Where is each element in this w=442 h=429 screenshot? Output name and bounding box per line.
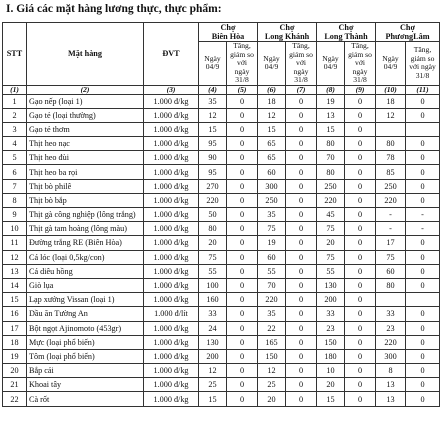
change-cell: 0 — [227, 364, 258, 378]
price-cell: 90 — [199, 151, 227, 165]
row-unit: 1.000 đ/kg — [144, 293, 199, 307]
price-cell: 75 — [376, 250, 406, 264]
column-index: (9) — [345, 85, 376, 94]
price-cell: 160 — [199, 293, 227, 307]
price-cell: 65 — [258, 137, 286, 151]
row-item-name: Cá lóc (loại 0,5kg/con) — [27, 250, 144, 264]
table-row — [3, 122, 440, 136]
col-header-item: Mặt hàng — [27, 23, 144, 86]
change-cell: 0 — [227, 179, 258, 193]
price-cell: 23 — [317, 321, 345, 335]
row-item-name: Thịt bò philê — [27, 179, 144, 193]
row-unit: 1.000 đ/kg — [144, 250, 199, 264]
price-cell: 24 — [199, 321, 227, 335]
change-cell: 0 — [286, 236, 317, 250]
table-row — [3, 222, 440, 236]
column-index: (4) — [199, 85, 227, 94]
price-cell: 70 — [258, 278, 286, 292]
change-cell: 0 — [406, 335, 440, 349]
row-stt: 22 — [3, 392, 27, 406]
price-cell: 8 — [376, 364, 406, 378]
price-cell: 23 — [376, 321, 406, 335]
price-cell: 85 — [376, 165, 406, 179]
price-cell: 35 — [258, 208, 286, 222]
row-unit: 1.000 đ/kg — [144, 179, 199, 193]
row-item-name: Bột ngọt Ajinomoto (453gr) — [27, 321, 144, 335]
row-stt: 20 — [3, 364, 27, 378]
change-cell: 0 — [406, 151, 440, 165]
change-cell: 0 — [406, 179, 440, 193]
row-stt: 5 — [3, 151, 27, 165]
change-cell: 0 — [345, 208, 376, 222]
column-index: (10) — [376, 85, 406, 94]
price-cell: 130 — [199, 335, 227, 349]
change-cell: 0 — [406, 108, 440, 122]
change-cell: 0 — [406, 392, 440, 406]
price-cell: 19 — [317, 94, 345, 108]
change-cell: 0 — [345, 108, 376, 122]
price-cell — [376, 293, 406, 307]
change-cell: 0 — [286, 193, 317, 207]
column-index: (1) — [3, 85, 27, 94]
price-cell: 25 — [199, 378, 227, 392]
row-unit: 1.000 đ/kg — [144, 165, 199, 179]
price-cell: 35 — [199, 94, 227, 108]
table-row — [3, 335, 440, 349]
header-row-1 — [3, 23, 440, 42]
change-cell: 0 — [286, 278, 317, 292]
row-unit: 1.000 đ/kg — [144, 378, 199, 392]
price-cell: 55 — [258, 264, 286, 278]
change-cell: 0 — [286, 264, 317, 278]
price-cell: 60 — [258, 165, 286, 179]
table-row — [3, 392, 440, 406]
row-unit: 1.000 đ/kg — [144, 278, 199, 292]
price-cell: 300 — [258, 179, 286, 193]
price-cell: 95 — [199, 137, 227, 151]
row-stt: 12 — [3, 250, 27, 264]
sub-header-date: Ngày 04/9 — [258, 42, 286, 86]
price-cell: 220 — [376, 193, 406, 207]
change-cell: 0 — [286, 222, 317, 236]
table-row — [3, 321, 440, 335]
table-row — [3, 151, 440, 165]
change-cell: 0 — [227, 108, 258, 122]
row-unit: 1.000 đ/kg — [144, 108, 199, 122]
change-cell: 0 — [227, 278, 258, 292]
row-stt: 19 — [3, 349, 27, 363]
change-cell: 0 — [345, 222, 376, 236]
row-item-name: Thịt gà công nghiệp (lông trắng) — [27, 208, 144, 222]
row-unit: 1.000 đ/kg — [144, 264, 199, 278]
change-cell: 0 — [227, 264, 258, 278]
change-cell: 0 — [286, 137, 317, 151]
row-item-name: Cá diêu hồng — [27, 264, 144, 278]
price-cell: 80 — [376, 278, 406, 292]
row-item-name: Thịt heo ba rọi — [27, 165, 144, 179]
price-cell: 33 — [376, 307, 406, 321]
price-cell: 270 — [199, 179, 227, 193]
table-row — [3, 137, 440, 151]
table-row — [3, 208, 440, 222]
sub-header-date: Ngày 04/9 — [199, 42, 227, 86]
price-cell: 20 — [317, 378, 345, 392]
row-unit: 1.000 đ/kg — [144, 151, 199, 165]
change-cell: 0 — [345, 392, 376, 406]
change-cell: 0 — [406, 349, 440, 363]
row-stt: 4 — [3, 137, 27, 151]
table-row — [3, 193, 440, 207]
row-unit: 1.000 đ/kg — [144, 349, 199, 363]
row-stt: 9 — [3, 208, 27, 222]
price-cell: 250 — [258, 193, 286, 207]
change-cell: 0 — [406, 378, 440, 392]
change-cell: 0 — [227, 378, 258, 392]
price-cell: 220 — [317, 193, 345, 207]
change-cell: 0 — [286, 250, 317, 264]
price-cell: 165 — [258, 335, 286, 349]
price-cell: 300 — [376, 349, 406, 363]
price-cell: 200 — [199, 349, 227, 363]
column-index: (2) — [27, 85, 144, 94]
row-stt: 11 — [3, 236, 27, 250]
price-cell: 220 — [376, 335, 406, 349]
column-index-row — [3, 85, 440, 94]
change-cell: 0 — [227, 193, 258, 207]
sub-header-change: Tăng, giảm so với ngày 31/8 — [345, 42, 376, 86]
change-cell: 0 — [345, 236, 376, 250]
price-cell: 80 — [199, 222, 227, 236]
price-cell: 80 — [317, 165, 345, 179]
row-item-name: Thịt heo nạc — [27, 137, 144, 151]
row-stt: 6 — [3, 165, 27, 179]
price-cell: 75 — [317, 250, 345, 264]
price-cell — [376, 122, 406, 136]
row-item-name: Thịt gà tam hoàng (lông màu) — [27, 222, 144, 236]
change-cell: 0 — [406, 264, 440, 278]
table-row — [3, 179, 440, 193]
change-cell: 0 — [286, 335, 317, 349]
row-item-name: Giò lụa — [27, 278, 144, 292]
change-cell: 0 — [227, 236, 258, 250]
change-cell: 0 — [286, 122, 317, 136]
price-cell: 78 — [376, 151, 406, 165]
change-cell: 0 — [345, 307, 376, 321]
change-cell: 0 — [345, 264, 376, 278]
change-cell: - — [406, 222, 440, 236]
change-cell: 0 — [406, 193, 440, 207]
price-cell: 15 — [199, 392, 227, 406]
price-cell: 33 — [199, 307, 227, 321]
col-header-stt: STT — [3, 23, 27, 86]
change-cell: 0 — [345, 378, 376, 392]
table-row — [3, 108, 440, 122]
change-cell: 0 — [345, 179, 376, 193]
change-cell: - — [406, 208, 440, 222]
change-cell: 0 — [345, 151, 376, 165]
change-cell: 0 — [406, 165, 440, 179]
row-item-name: Bắp cải — [27, 364, 144, 378]
sub-header-change: Tăng, giảm so với ngày 31/8 — [227, 42, 258, 86]
row-stt: 7 — [3, 179, 27, 193]
change-cell: 0 — [345, 349, 376, 363]
price-cell: 20 — [199, 236, 227, 250]
change-cell: 0 — [406, 236, 440, 250]
price-cell: 95 — [199, 165, 227, 179]
change-cell: 0 — [227, 307, 258, 321]
col-header-unit: ĐVT — [144, 23, 199, 86]
change-cell: 0 — [406, 250, 440, 264]
change-cell: 0 — [345, 250, 376, 264]
sub-header-date: Ngày 04/9 — [317, 42, 345, 86]
price-cell: 12 — [199, 364, 227, 378]
change-cell: 0 — [286, 208, 317, 222]
price-cell: 17 — [376, 236, 406, 250]
column-index: (6) — [258, 85, 286, 94]
price-cell: 75 — [258, 222, 286, 236]
row-item-name: Tôm (loại phổ biến) — [27, 349, 144, 363]
change-cell: 0 — [227, 122, 258, 136]
row-item-name: Lạp xưởng Vissan (loại 1) — [27, 293, 144, 307]
row-unit: 1.000 đ/kg — [144, 122, 199, 136]
price-cell: 150 — [258, 349, 286, 363]
change-cell: 0 — [345, 165, 376, 179]
sub-header-date: Ngày 04/9 — [376, 42, 406, 86]
row-stt: 17 — [3, 321, 27, 335]
price-cell: 75 — [199, 250, 227, 264]
row-unit: 1.000 đ/kg — [144, 392, 199, 406]
sub-header-change: Tăng, giảm so với ngày 31/8 — [286, 42, 317, 86]
price-cell: 250 — [317, 179, 345, 193]
price-cell: 12 — [258, 108, 286, 122]
price-cell: 55 — [317, 264, 345, 278]
change-cell: 0 — [345, 193, 376, 207]
change-cell: 0 — [345, 122, 376, 136]
change-cell: 0 — [345, 335, 376, 349]
section-heading: I. Giá các mặt hàng lương thực, thực phẩm: — [6, 3, 222, 15]
column-index: (11) — [406, 85, 440, 94]
row-unit: 1.000 đ/kg — [144, 208, 199, 222]
row-item-name: Thịt heo đùi — [27, 151, 144, 165]
row-stt: 14 — [3, 278, 27, 292]
price-cell: 50 — [199, 208, 227, 222]
change-cell: 0 — [406, 307, 440, 321]
price-cell: 12 — [258, 364, 286, 378]
row-unit: 1.000 đ/kg — [144, 364, 199, 378]
change-cell: 0 — [345, 321, 376, 335]
change-cell: 0 — [286, 364, 317, 378]
row-item-name: Dầu ăn Tường An — [27, 307, 144, 321]
row-unit: 1.000 đ/kg — [144, 222, 199, 236]
change-cell: 0 — [227, 165, 258, 179]
change-cell: 0 — [227, 392, 258, 406]
price-cell: 13 — [376, 378, 406, 392]
price-cell: 60 — [376, 264, 406, 278]
col-header-market-long-thanh: Chợ Long Thành — [317, 23, 376, 42]
column-index: (5) — [227, 85, 258, 94]
change-cell: 0 — [227, 208, 258, 222]
row-unit: 1.000 đ/lít — [144, 307, 199, 321]
col-header-market-phuong-lam: Chợ PhươngLâm — [376, 23, 440, 42]
change-cell — [406, 122, 440, 136]
price-cell: 12 — [199, 108, 227, 122]
column-index: (8) — [317, 85, 345, 94]
row-stt: 1 — [3, 94, 27, 108]
change-cell: 0 — [345, 293, 376, 307]
price-cell: - — [376, 222, 406, 236]
price-table — [2, 22, 440, 407]
change-cell: 0 — [227, 321, 258, 335]
price-cell: 13 — [376, 392, 406, 406]
price-cell: 75 — [317, 222, 345, 236]
row-stt: 15 — [3, 293, 27, 307]
price-cell: 15 — [317, 122, 345, 136]
row-item-name: Gạo tẻ (loại thường) — [27, 108, 144, 122]
row-stt: 16 — [3, 307, 27, 321]
price-cell: 12 — [376, 108, 406, 122]
price-cell: 250 — [376, 179, 406, 193]
price-cell: 65 — [258, 151, 286, 165]
price-cell: 20 — [258, 392, 286, 406]
price-cell: 15 — [258, 122, 286, 136]
row-item-name: Mực (loại phổ biến) — [27, 335, 144, 349]
change-cell: 0 — [286, 293, 317, 307]
change-cell: 0 — [345, 94, 376, 108]
table-row — [3, 293, 440, 307]
price-table-body — [3, 94, 440, 406]
change-cell: 0 — [286, 94, 317, 108]
row-item-name: Gạo nếp (loại 1) — [27, 94, 144, 108]
row-item-name: Cà rốt — [27, 392, 144, 406]
price-cell: 33 — [317, 307, 345, 321]
col-header-market-bien-hoa: Chợ Biên Hòa — [199, 23, 258, 42]
table-row — [3, 349, 440, 363]
table-row — [3, 278, 440, 292]
price-cell: 15 — [199, 122, 227, 136]
price-cell: 10 — [317, 364, 345, 378]
row-stt: 18 — [3, 335, 27, 349]
price-cell: 220 — [258, 293, 286, 307]
column-index: (7) — [286, 85, 317, 94]
row-unit: 1.000 đ/kg — [144, 236, 199, 250]
row-stt: 3 — [3, 122, 27, 136]
column-index: (3) — [144, 85, 199, 94]
price-cell: 80 — [376, 137, 406, 151]
price-cell: 200 — [317, 293, 345, 307]
change-cell: 0 — [227, 94, 258, 108]
change-cell: 0 — [227, 137, 258, 151]
table-row — [3, 94, 440, 108]
table-row — [3, 250, 440, 264]
table-row — [3, 236, 440, 250]
row-unit: 1.000 đ/kg — [144, 335, 199, 349]
price-cell: 20 — [317, 236, 345, 250]
table-row — [3, 264, 440, 278]
change-cell: 0 — [286, 151, 317, 165]
price-cell: 35 — [258, 307, 286, 321]
row-stt: 8 — [3, 193, 27, 207]
table-row — [3, 364, 440, 378]
row-item-name: Thịt bò bắp — [27, 193, 144, 207]
change-cell: 0 — [227, 222, 258, 236]
row-unit: 1.000 đ/kg — [144, 137, 199, 151]
change-cell: 0 — [286, 179, 317, 193]
row-stt: 10 — [3, 222, 27, 236]
change-cell: 0 — [286, 321, 317, 335]
price-cell: 180 — [317, 349, 345, 363]
change-cell: 0 — [406, 278, 440, 292]
row-stt: 13 — [3, 264, 27, 278]
price-cell: 70 — [317, 151, 345, 165]
price-cell: 15 — [317, 392, 345, 406]
change-cell: 0 — [286, 349, 317, 363]
change-cell: 0 — [345, 364, 376, 378]
change-cell: 0 — [227, 349, 258, 363]
change-cell: 0 — [406, 137, 440, 151]
table-row — [3, 378, 440, 392]
change-cell: 0 — [227, 250, 258, 264]
price-cell: 45 — [317, 208, 345, 222]
change-cell: 0 — [286, 392, 317, 406]
price-cell: 80 — [317, 137, 345, 151]
col-header-market-long-khanh: Chợ Long Khánh — [258, 23, 317, 42]
price-cell: - — [376, 208, 406, 222]
price-cell: 13 — [317, 108, 345, 122]
price-cell: 18 — [258, 94, 286, 108]
change-cell: 0 — [406, 321, 440, 335]
change-cell: 0 — [286, 378, 317, 392]
price-cell: 220 — [199, 193, 227, 207]
change-cell: 0 — [345, 137, 376, 151]
price-cell: 19 — [258, 236, 286, 250]
change-cell: 0 — [227, 151, 258, 165]
change-cell: 0 — [227, 335, 258, 349]
row-item-name: Gạo tẻ thơm — [27, 122, 144, 136]
change-cell — [406, 293, 440, 307]
table-row — [3, 307, 440, 321]
price-cell: 18 — [376, 94, 406, 108]
row-stt: 21 — [3, 378, 27, 392]
row-unit: 1.000 đ/kg — [144, 94, 199, 108]
change-cell: 0 — [286, 108, 317, 122]
price-cell: 22 — [258, 321, 286, 335]
change-cell: 0 — [345, 278, 376, 292]
row-unit: 1.000 đ/kg — [144, 193, 199, 207]
price-cell: 60 — [258, 250, 286, 264]
change-cell: 0 — [406, 94, 440, 108]
row-stt: 2 — [3, 108, 27, 122]
change-cell: 0 — [286, 307, 317, 321]
price-cell: 130 — [317, 278, 345, 292]
sub-header-change: Tăng, giảm so với ngày 31/8 — [406, 42, 440, 86]
table-row — [3, 165, 440, 179]
price-cell: 150 — [317, 335, 345, 349]
price-cell: 100 — [199, 278, 227, 292]
row-item-name: Khoai tây — [27, 378, 144, 392]
price-cell: 25 — [258, 378, 286, 392]
change-cell: 0 — [406, 364, 440, 378]
change-cell: 0 — [286, 165, 317, 179]
price-cell: 55 — [199, 264, 227, 278]
change-cell: 0 — [227, 293, 258, 307]
row-unit: 1.000 đ/kg — [144, 321, 199, 335]
row-item-name: Đường trắng RE (Biên Hòa) — [27, 236, 144, 250]
